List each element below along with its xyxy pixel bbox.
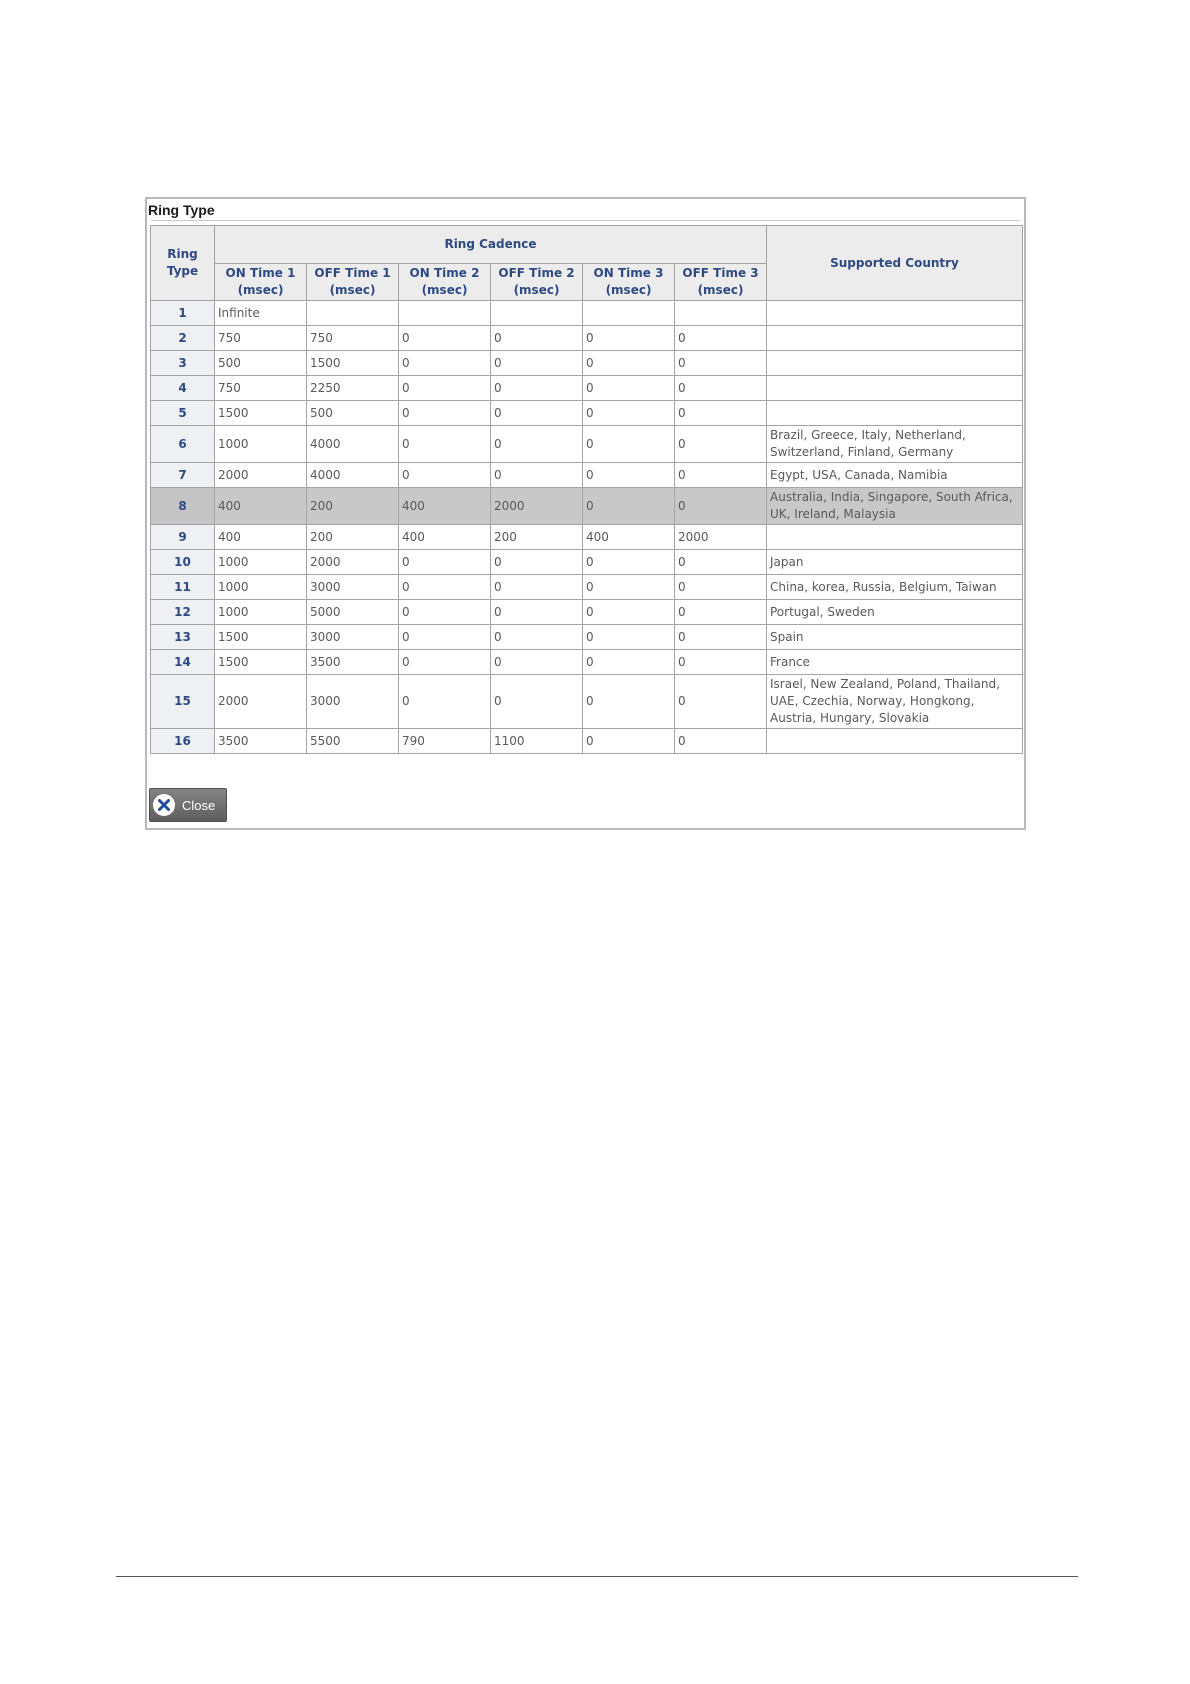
- off-time-2-cell: 1100: [491, 729, 583, 754]
- on-time-3-cell: 0: [583, 625, 675, 650]
- off-time-3-cell: 0: [675, 401, 767, 426]
- ring-type-cell: 9: [151, 525, 215, 550]
- table-row: [151, 575, 1023, 600]
- country-cell: Australia, India, Singapore, South Africa, UK, Ireland, Malaysia: [767, 488, 1023, 525]
- header-on-time-3: ON Time 3 (msec): [583, 264, 675, 301]
- ring-type-cell: 15: [151, 675, 215, 729]
- table-row: [151, 675, 1023, 729]
- off-time-2-cell: 0: [491, 650, 583, 675]
- on-time-1-cell: 1000: [215, 575, 307, 600]
- country-cell: Japan: [767, 550, 1023, 575]
- off-time-1-cell: 1500: [307, 351, 399, 376]
- off-time-2-cell: 0: [491, 625, 583, 650]
- on-time-3-cell: 0: [583, 575, 675, 600]
- on-time-3-cell: 0: [583, 675, 675, 729]
- off-time-2-cell: 0: [491, 326, 583, 351]
- ring-type-cell: 5: [151, 401, 215, 426]
- on-time-3-cell: 0: [583, 463, 675, 488]
- ring-type-cell: 13: [151, 625, 215, 650]
- country-cell: [767, 525, 1023, 550]
- ring-type-cell: 16: [151, 729, 215, 754]
- on-time-3-cell: 400: [583, 525, 675, 550]
- country-cell: [767, 401, 1023, 426]
- table-row: [151, 301, 1023, 326]
- on-time-2-cell: 0: [399, 675, 491, 729]
- off-time-3-cell: 0: [675, 463, 767, 488]
- table-row: [151, 625, 1023, 650]
- off-time-3-cell: 0: [675, 625, 767, 650]
- ring-type-cell: 7: [151, 463, 215, 488]
- title-divider: [151, 220, 1020, 221]
- country-cell: France: [767, 650, 1023, 675]
- ring-type-cell: 2: [151, 326, 215, 351]
- on-time-3-cell: 0: [583, 650, 675, 675]
- on-time-1-cell: 1500: [215, 650, 307, 675]
- off-time-2-cell: 0: [491, 426, 583, 463]
- header-ring-type: Ring Type: [151, 226, 215, 301]
- on-time-1-cell: 1000: [215, 550, 307, 575]
- table-row: [151, 600, 1023, 625]
- on-time-3-cell: 0: [583, 729, 675, 754]
- ring-type-cell: 3: [151, 351, 215, 376]
- off-time-1-cell: 5500: [307, 729, 399, 754]
- on-time-1-cell: 2000: [215, 463, 307, 488]
- on-time-3-cell: 0: [583, 426, 675, 463]
- dialog-title: Ring Type: [148, 202, 215, 218]
- on-time-3-cell: 0: [583, 376, 675, 401]
- header-off-time-1: OFF Time 1 (msec): [307, 264, 399, 301]
- on-time-2-cell: 0: [399, 376, 491, 401]
- on-time-1-cell: 1000: [215, 426, 307, 463]
- off-time-3-cell: 0: [675, 675, 767, 729]
- off-time-1-cell: 200: [307, 488, 399, 525]
- on-time-3-cell: [583, 301, 675, 326]
- on-time-2-cell: 0: [399, 650, 491, 675]
- on-time-1-cell: 400: [215, 525, 307, 550]
- off-time-3-cell: 0: [675, 376, 767, 401]
- table-row: [151, 525, 1023, 550]
- on-time-3-cell: 0: [583, 550, 675, 575]
- on-time-3-cell: 0: [583, 600, 675, 625]
- country-cell: [767, 326, 1023, 351]
- off-time-1-cell: 3000: [307, 625, 399, 650]
- header-on-time-1: ON Time 1 (msec): [215, 264, 307, 301]
- on-time-3-cell: 0: [583, 351, 675, 376]
- off-time-3-cell: 0: [675, 600, 767, 625]
- on-time-3-cell: 0: [583, 488, 675, 525]
- ring-type-cell: 6: [151, 426, 215, 463]
- on-time-2-cell: 0: [399, 463, 491, 488]
- off-time-2-cell: 0: [491, 401, 583, 426]
- off-time-1-cell: 3500: [307, 650, 399, 675]
- header-on-time-2: ON Time 2 (msec): [399, 264, 491, 301]
- country-cell: [767, 301, 1023, 326]
- off-time-1-cell: 500: [307, 401, 399, 426]
- on-time-2-cell: 0: [399, 625, 491, 650]
- on-time-1-cell: 1500: [215, 625, 307, 650]
- ring-type-cell: 1: [151, 301, 215, 326]
- on-time-2-cell: 0: [399, 351, 491, 376]
- close-button-label: Close: [182, 797, 216, 813]
- off-time-2-cell: [491, 301, 583, 326]
- off-time-1-cell: 5000: [307, 600, 399, 625]
- off-time-1-cell: [307, 301, 399, 326]
- country-cell: [767, 351, 1023, 376]
- table-row: [151, 351, 1023, 376]
- on-time-1-cell: 3500: [215, 729, 307, 754]
- on-time-2-cell: 0: [399, 426, 491, 463]
- off-time-2-cell: 0: [491, 463, 583, 488]
- on-time-1-cell: 750: [215, 326, 307, 351]
- ring-type-cell: 14: [151, 650, 215, 675]
- off-time-3-cell: 0: [675, 488, 767, 525]
- off-time-2-cell: 0: [491, 550, 583, 575]
- ring-type-cell: 8: [151, 488, 215, 525]
- off-time-2-cell: 0: [491, 675, 583, 729]
- off-time-2-cell: 2000: [491, 488, 583, 525]
- on-time-2-cell: 0: [399, 600, 491, 625]
- off-time-1-cell: 3000: [307, 575, 399, 600]
- off-time-3-cell: 0: [675, 550, 767, 575]
- on-time-1-cell: 1500: [215, 401, 307, 426]
- header-ring-cadence: Ring Cadence: [215, 226, 767, 264]
- off-time-3-cell: 0: [675, 650, 767, 675]
- ring-type-table: [150, 225, 1023, 754]
- table-row: [151, 650, 1023, 675]
- on-time-2-cell: 400: [399, 488, 491, 525]
- off-time-3-cell: 2000: [675, 525, 767, 550]
- on-time-2-cell: 0: [399, 401, 491, 426]
- table-row: [151, 426, 1023, 463]
- on-time-2-cell: 400: [399, 525, 491, 550]
- header-off-time-2: OFF Time 2 (msec): [491, 264, 583, 301]
- on-time-2-cell: 0: [399, 575, 491, 600]
- off-time-1-cell: 4000: [307, 426, 399, 463]
- off-time-2-cell: 0: [491, 351, 583, 376]
- table-row: [151, 376, 1023, 401]
- off-time-3-cell: 0: [675, 351, 767, 376]
- off-time-3-cell: 0: [675, 575, 767, 600]
- off-time-2-cell: 200: [491, 525, 583, 550]
- on-time-2-cell: 790: [399, 729, 491, 754]
- ring-type-cell: 4: [151, 376, 215, 401]
- on-time-1-cell: 400: [215, 488, 307, 525]
- table-row: [151, 729, 1023, 754]
- country-cell: Spain: [767, 625, 1023, 650]
- ring-type-cell: 11: [151, 575, 215, 600]
- off-time-1-cell: 2000: [307, 550, 399, 575]
- off-time-3-cell: 0: [675, 326, 767, 351]
- on-time-1-cell: 750: [215, 376, 307, 401]
- ring-type-cell: 10: [151, 550, 215, 575]
- header-off-time-3: OFF Time 3 (msec): [675, 264, 767, 301]
- off-time-2-cell: 0: [491, 575, 583, 600]
- off-time-2-cell: 0: [491, 376, 583, 401]
- on-time-1-cell: 2000: [215, 675, 307, 729]
- off-time-2-cell: 0: [491, 600, 583, 625]
- on-time-3-cell: 0: [583, 401, 675, 426]
- on-time-3-cell: 0: [583, 326, 675, 351]
- table-row: [151, 401, 1023, 426]
- off-time-1-cell: 3000: [307, 675, 399, 729]
- country-cell: Portugal, Sweden: [767, 600, 1023, 625]
- ring-type-cell: 12: [151, 600, 215, 625]
- table-row: [151, 550, 1023, 575]
- table-row: [151, 326, 1023, 351]
- on-time-1-cell: 500: [215, 351, 307, 376]
- off-time-1-cell: 2250: [307, 376, 399, 401]
- country-cell: Israel, New Zealand, Poland, Thailand, UAE, Czechia, Norway, Hongkong, Austria, Hungary, Slovakia: [767, 675, 1023, 729]
- on-time-2-cell: [399, 301, 491, 326]
- country-cell: Brazil, Greece, Italy, Netherland, Switzerland, Finland, Germany: [767, 426, 1023, 463]
- off-time-1-cell: 750: [307, 326, 399, 351]
- off-time-3-cell: [675, 301, 767, 326]
- on-time-1-cell: Infinite: [215, 301, 307, 326]
- page-footer-divider: [116, 1576, 1078, 1577]
- country-cell: [767, 376, 1023, 401]
- off-time-1-cell: 4000: [307, 463, 399, 488]
- header-supported-country: Supported Country: [767, 226, 1023, 301]
- country-cell: China, korea, Russia, Belgium, Taiwan: [767, 575, 1023, 600]
- off-time-1-cell: 200: [307, 525, 399, 550]
- country-cell: [767, 729, 1023, 754]
- table-row-selected[interactable]: [151, 488, 1023, 525]
- country-cell: Egypt, USA, Canada, Namibia: [767, 463, 1023, 488]
- on-time-2-cell: 0: [399, 326, 491, 351]
- off-time-3-cell: 0: [675, 729, 767, 754]
- on-time-2-cell: 0: [399, 550, 491, 575]
- table-row: [151, 463, 1023, 488]
- on-time-1-cell: 1000: [215, 600, 307, 625]
- close-button[interactable]: [149, 788, 227, 822]
- close-icon: [153, 794, 175, 816]
- ring-type-dialog: [145, 197, 1026, 830]
- off-time-3-cell: 0: [675, 426, 767, 463]
